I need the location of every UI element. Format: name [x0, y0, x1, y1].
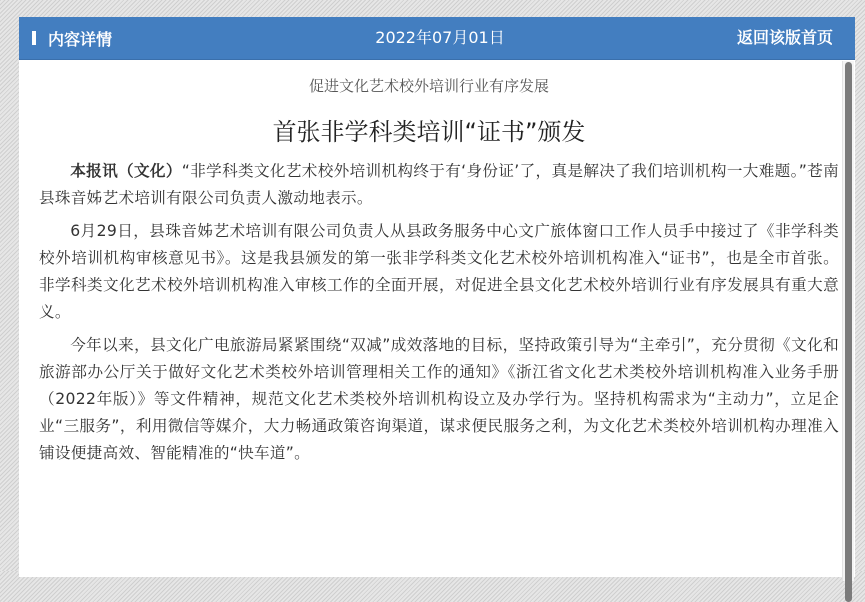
article-title: 首张非学科类培训“证书”颁发: [272, 118, 586, 146]
vertical-scrollbar[interactable]: [842, 61, 854, 581]
article-paragraph: 今年以来，县文化广电旅游局紧紧围绕“双减”成效落地的目标，坚持政策引导为“主牵引”，充分贯彻《文化和旅游部办公厅关于做好文化艺术类校外培训管理相关工作的通知》《浙江省文化艺术类校外培训机构准入业务手册（2022年版）》等文件精神，规范文化艺术类校外培训机构设立及办学行为。坚持机构需求为“主动力”，立足企业“三服务”，利用微信等媒介，大力畅通政策咨询渠道，谋求便民服务之利，为文化艺术类校外培训机构办理准入铺设便捷高效、智能精准的“快车道”。: [39, 336, 839, 462]
article-subtitle: 促进文化艺术校外培训行业有序发展: [308, 77, 549, 95]
article-content: [19, 60, 839, 580]
article-body: [39, 158, 839, 473]
content-panel: [19, 17, 855, 577]
article-paragraph: 本报讯（文化）“非学科类文化艺术校外培训机构终于有‘身份证’了，真是解决了我们培训机构一大难题。”苍南县珠音姊艺术培训有限公司负责人激动地表示。: [39, 162, 839, 207]
publish-date: 2022年07月01日: [375, 28, 505, 47]
dateline: 本报讯（文化）: [70, 162, 182, 180]
article-paragraph: 6月29日，县珠音姊艺术培训有限公司负责人从县政务服务中心文广旅体窗口工作人员手中接过了《非学科类校外培训机构审核意见书》。这是我县颁发的第一张非学科类文化艺术校外培训机构准入“证书”，也是全市首张。非学科类文化艺术校外培训机构准入审核工作的全面开展，对促进全县文化艺术校外培训行业有序发展具有重大意义。: [39, 222, 839, 321]
back-to-page-home-link[interactable]: 返回该版首页: [736, 28, 833, 47]
header-bar: [19, 17, 855, 60]
section-label: 内容详情: [48, 29, 113, 49]
scrollbar-thumb[interactable]: [845, 62, 852, 602]
